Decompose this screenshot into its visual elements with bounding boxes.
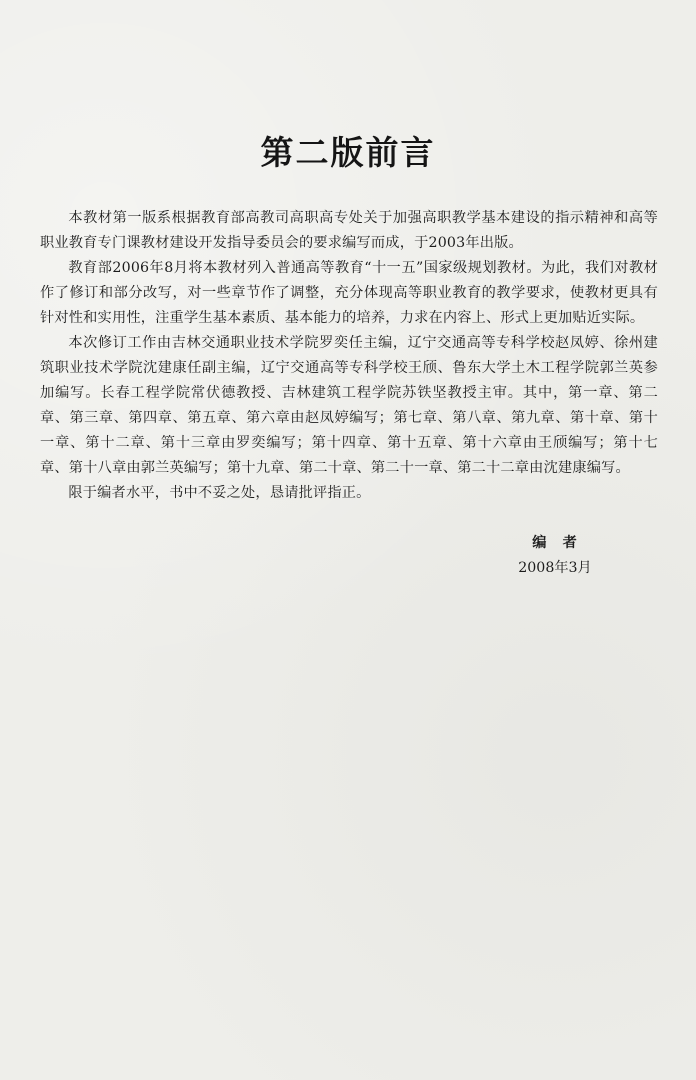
paragraph-first-edition: 本教材第一版系根据教育部高教司高职高专处关于加强高职教学基本建设的指示精神和高等职业教育专门课教材建设开发指导委员会的要求编写而成，于2003年出版。 — [40, 210, 658, 251]
signature-date: 2008年3月 — [518, 560, 592, 576]
signature-name: 编 者 — [532, 535, 578, 551]
paragraph-authors: 本次修订工作由吉林交通职业技术学院罗奕任主编，辽宁交通高等专科学校赵凤婷、徐州建筑职业技术学院沈建康任副主编，辽宁交通高等专科学校王颀、鲁东大学土木工程学院郭兰英参加编写。长春工程学院常伏德教授、吉林建筑工程学院苏铁坚教授主审。其中，第一章、第二章、第三章、第四章、第五章、第六章由赵凤婷编写；第七章、第八章、第九章、第十章、第十一章、第十二章、第十三章由罗奕编写；第十四章、第十五章、第十六章由王颀编写；第十七章、第十八章由郭兰英编写；第十九章、第二十章、第二十一章、第二十二章由沈建康编写。 — [40, 335, 658, 476]
preface-body — [40, 206, 658, 506]
paragraph-closing: 限于编者水平，书中不妥之处，恳请批评指正。 — [68, 485, 371, 501]
signature-block — [500, 531, 610, 581]
page-title: 第二版前言 — [260, 133, 436, 172]
paragraph-revision-purpose: 教育部2006年8月将本教材列入普通高等教育“十一五”国家级规划教材。为此，我们对教材作了修订和部分改写，对一些章节作了调整，充分体现高等职业教育的教学要求，使教材更具有针对性和实用性，注重学生基本素质、基本能力的培养，力求在内容上、形式上更加贴近实际。 — [40, 260, 658, 326]
